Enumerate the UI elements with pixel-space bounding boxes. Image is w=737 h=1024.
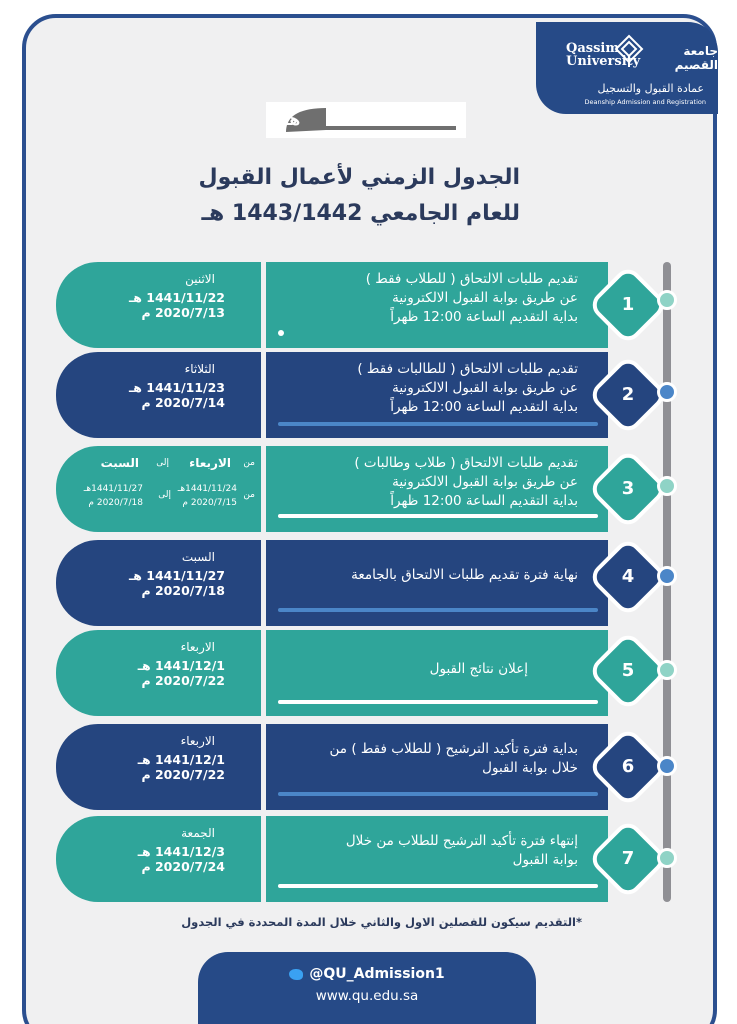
hijri-date-b: 1441/11/27هـ <box>83 484 143 494</box>
description-panel <box>266 540 608 626</box>
step-number: 7 <box>621 848 635 869</box>
from-label: من <box>243 458 255 468</box>
timeline-dot <box>657 566 677 586</box>
day-label: الاربعاء <box>180 640 215 654</box>
timeline-dot <box>657 756 677 776</box>
step-number: 3 <box>621 478 635 499</box>
gregorian-date: 2020/7/13 م <box>141 305 225 320</box>
page-title <box>180 160 520 232</box>
description-panel <box>266 262 608 348</box>
hijri-date: 1441/12/3 هـ <box>137 844 225 859</box>
gregorian-date: 2020/7/24 م <box>141 859 225 874</box>
desc-line: عن طريق بوابة القبول الالكترونية <box>392 380 578 396</box>
timeline-dot <box>657 848 677 868</box>
day-label: الجمعة <box>181 826 215 840</box>
hijri-date: 1441/11/27 هـ <box>128 568 225 583</box>
desc-line: بوابة القبول <box>512 852 578 868</box>
step-number: 2 <box>621 384 635 405</box>
progress-bar <box>278 514 598 518</box>
desc-line: بداية التقديم الساعة 12:00 ظهراً <box>390 493 578 509</box>
gregorian-date-a: 2020/7/15 م <box>182 498 237 508</box>
timeline-dot <box>657 290 677 310</box>
hijri-date: 1441/11/22 هـ <box>128 290 225 305</box>
day-label: الاربعاء <box>180 734 215 748</box>
gregorian-date-b: 2020/7/18 م <box>88 498 143 508</box>
desc-line: تقديم طلبات الالتحاق ( للطلاب فقط ) <box>365 271 578 287</box>
progress-bar <box>278 608 598 612</box>
desc-line: نهاية فترة تقديم طلبات الالتحاق بالجامعة <box>351 567 578 583</box>
hijri-date: 1441/11/23 هـ <box>128 380 225 395</box>
to-label: إلى <box>156 458 169 468</box>
crest-icon <box>614 34 644 68</box>
description-panel <box>266 816 608 902</box>
step-number: 6 <box>621 756 635 777</box>
desc-line: إعلان نتائج القبول <box>429 661 528 677</box>
hijri-date: 1441/12/1 هـ <box>137 658 225 673</box>
description-panel <box>266 724 608 810</box>
date-panel <box>56 540 261 626</box>
date-panel <box>56 724 261 810</box>
step-number: 1 <box>621 294 635 315</box>
timeline-dot <box>657 476 677 496</box>
deanship-arabic: عمادة القبول والتسجيل <box>597 82 704 95</box>
logo-en-line2: University <box>566 54 641 69</box>
university-logo <box>536 22 718 114</box>
logo-en-line1: Qassim <box>566 41 620 56</box>
website-link[interactable]: www.qu.edu.sa <box>315 988 419 1004</box>
progress-bar <box>278 792 598 796</box>
desc-line: بداية فترة تأكيد الترشيح ( للطلاب فقط ) من <box>329 741 578 757</box>
twitter-icon <box>289 969 303 980</box>
progress-bar <box>278 884 598 888</box>
footer-contact <box>198 952 536 1024</box>
day-label-a: الاربعاء <box>189 456 231 470</box>
title-line2: للعام الجامعي 1443/1442 هـ <box>201 201 520 226</box>
desc-line: بداية التقديم الساعة 12:00 ظهراً <box>390 399 578 415</box>
hijri-date-a: 1441/11/24هـ <box>177 484 237 494</box>
day-label: الاثنين <box>185 272 215 286</box>
desc-line: تقديم طلبات الالتحاق ( طلاب وطالبات ) <box>354 455 578 471</box>
desc-line: إنتهاء فترة تأكيد الترشيح للطلاب من خلال <box>345 833 578 849</box>
date-panel <box>56 816 261 902</box>
twitter-handle[interactable]: @QU_Admission1 <box>309 966 445 982</box>
timeline-dot <box>657 660 677 680</box>
hijri-date: 1441/12/1 هـ <box>137 752 225 767</box>
desc-line: بداية التقديم الساعة 12:00 ظهراً <box>390 309 578 325</box>
step-number: 4 <box>621 566 635 587</box>
from-label: من <box>243 490 255 500</box>
bar-dot <box>278 330 284 336</box>
progress-bar <box>278 422 598 426</box>
gregorian-date: 2020/7/22 م <box>141 673 225 688</box>
day-label-b: السبت <box>100 456 139 470</box>
description-panel <box>266 446 608 532</box>
gregorian-date: 2020/7/14 م <box>141 395 225 410</box>
footnote: *التقديم سيكون للفصلين الاول والثاني خلال المدة المحددة في الجدول <box>181 915 582 929</box>
date-panel <box>56 630 261 716</box>
date-panel <box>56 262 261 348</box>
desc-line: عن طريق بوابة القبول الالكترونية <box>392 474 578 490</box>
twitter-handle-row[interactable] <box>198 966 536 982</box>
gregorian-date: 2020/7/18 م <box>141 583 225 598</box>
day-label: الثلاثاء <box>184 362 215 376</box>
day-label: السبت <box>181 550 215 564</box>
step-number: 5 <box>621 660 635 681</box>
desc-line: تقديم طلبات الالتحاق ( للطالبات فقط ) <box>357 361 578 377</box>
logo-arabic: جامعة القصيم <box>674 44 718 72</box>
deanship-english: Deanship Admission and Registration <box>584 98 706 106</box>
timeline-dot <box>657 382 677 402</box>
to-label: إلى <box>158 490 171 500</box>
gregorian-date: 2020/7/22 م <box>141 767 225 782</box>
stamp-text: ها! <box>276 110 301 129</box>
date-panel <box>56 446 261 532</box>
title-line1: الجدول الزمني لأعمال القبول <box>198 165 520 190</box>
desc-line: خلال بوابة القبول <box>482 760 578 776</box>
progress-bar <box>278 700 598 704</box>
date-panel <box>56 352 261 438</box>
desc-line: عن طريق بوابة القبول الالكترونية <box>392 290 578 306</box>
